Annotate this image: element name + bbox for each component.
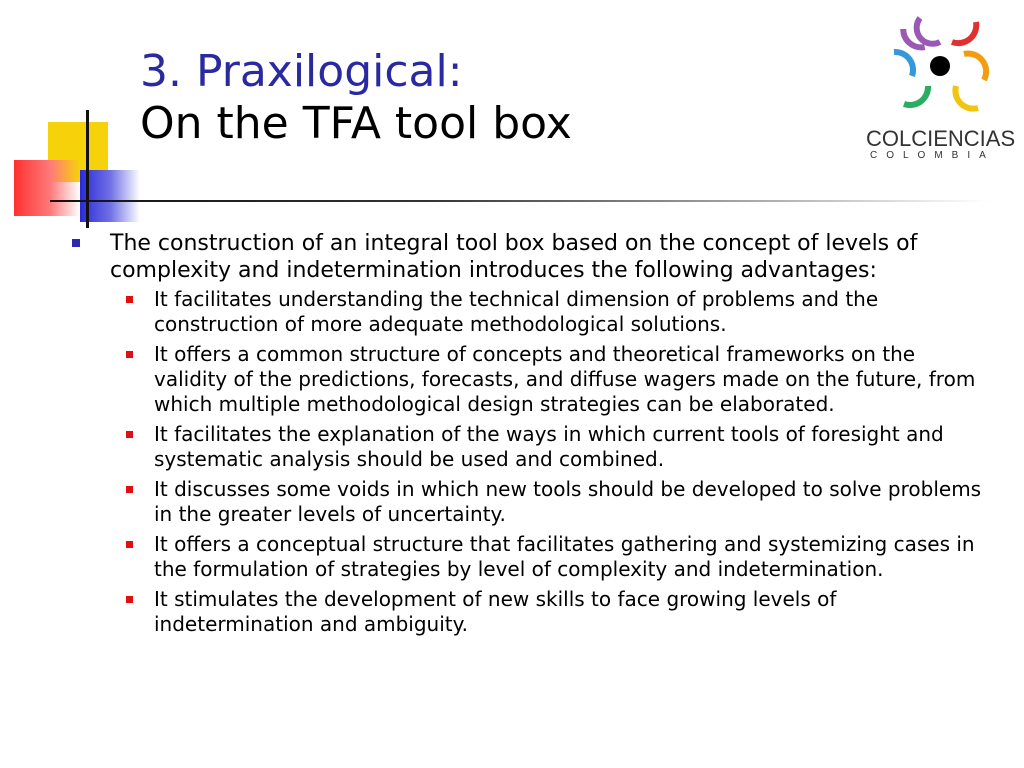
list-item-text: It offers a common structure of concepts and theoretical frameworks on the validity of the predictions, forecasts, and diffuse wagers made on the future, from which multiple methodological design strategies can be elaborated.	[154, 342, 976, 416]
logo-emblem-icon	[866, 8, 1016, 123]
slide-body	[72, 230, 992, 642]
list-item	[72, 532, 992, 582]
slide-title	[140, 46, 572, 150]
logo-name: COLCIENCIAS	[866, 126, 1016, 151]
decor-vertical-line	[86, 110, 89, 228]
title-underline	[50, 200, 990, 202]
title-line-2: On the TFA tool box	[140, 97, 572, 149]
red-square-bullet-icon	[126, 486, 133, 493]
red-square-bullet-icon	[126, 296, 133, 303]
colciencias-logo	[866, 8, 1016, 168]
main-bullet-text: The construction of an integral tool box based on the concept of levels of complexity and indetermination introduces the following advantages:	[110, 231, 918, 283]
title-line-1: 3. Praxilogical:	[140, 46, 463, 97]
red-square-bullet-icon	[126, 541, 133, 548]
list-item	[72, 587, 992, 637]
list-item-text: It discusses some voids in which new tools should be developed to solve problems in the greater levels of uncertainty.	[154, 477, 982, 526]
red-square-bullet-icon	[126, 596, 133, 603]
red-square-bullet-icon	[126, 431, 133, 438]
decor-red-square	[14, 160, 80, 216]
list-item-text: It stimulates the development of new skills to face growing levels of indetermination and ambiguity.	[154, 587, 837, 636]
sub-bullet-list	[72, 287, 992, 637]
main-bullet-item	[72, 230, 992, 284]
logo-subtitle: COLOMBIA	[870, 150, 995, 161]
list-item	[72, 342, 992, 417]
square-bullet-icon	[72, 239, 80, 247]
list-item-text: It offers a conceptual structure that facilitates gathering and systemizing cases in the formulation of strategies by level of complexity and indetermination.	[154, 532, 975, 581]
decor-blue-square	[80, 170, 140, 222]
list-item	[72, 422, 992, 472]
list-item	[72, 477, 992, 527]
list-item	[72, 287, 992, 337]
list-item-text: It facilitates understanding the technical dimension of problems and the construction of more adequate methodological solutions.	[154, 287, 879, 336]
red-square-bullet-icon	[126, 351, 133, 358]
list-item-text: It facilitates the explanation of the ways in which current tools of foresight and systematic analysis should be used and combined.	[154, 422, 944, 471]
